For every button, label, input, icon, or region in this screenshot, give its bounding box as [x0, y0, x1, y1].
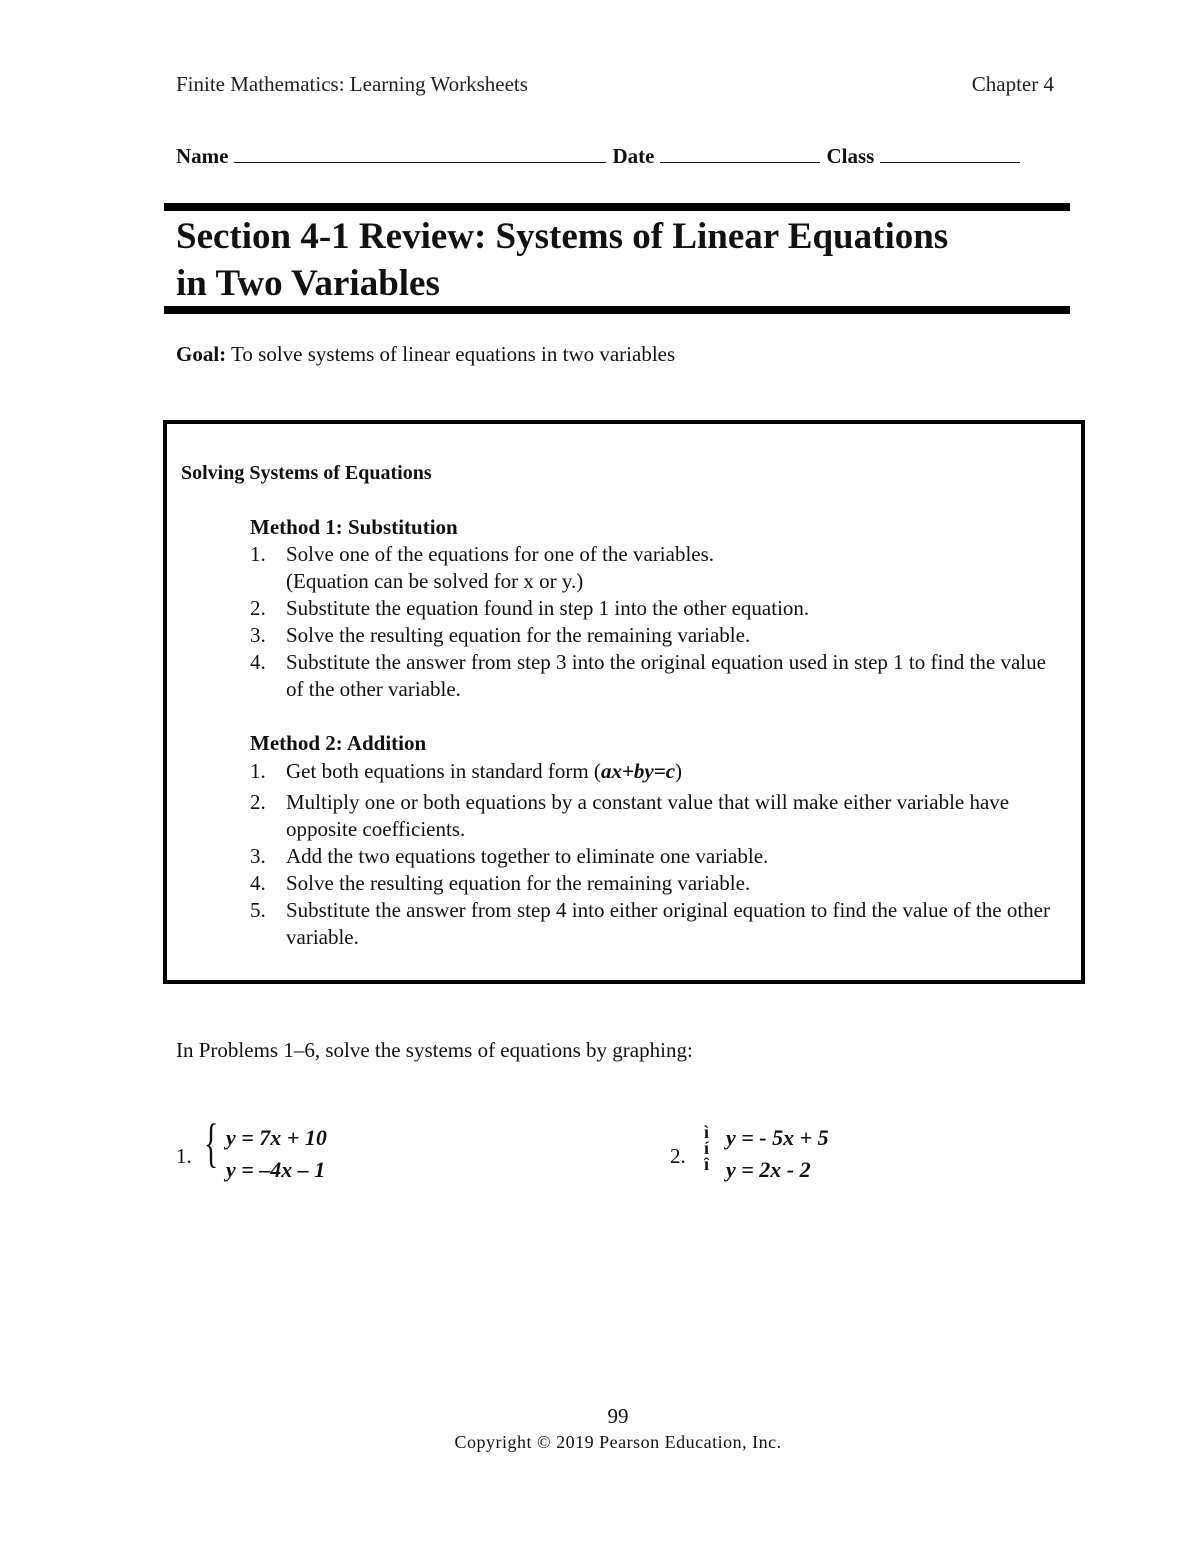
list-item: 5. Substitute the answer from step 4 into either original equation to find the value of the other variable.	[250, 898, 1050, 949]
goal-statement	[176, 342, 675, 367]
list-item: 3. Add the two equations together to eliminate one variable.	[250, 844, 769, 868]
method1-steps	[250, 541, 1060, 703]
name-blank[interactable]	[234, 142, 606, 163]
left-brace-icon: {	[204, 1113, 219, 1173]
problems-instructions: In Problems 1–6, solve the systems of equations by graphing:	[176, 1038, 693, 1062]
name-label: Name	[176, 144, 229, 168]
problem-2-system	[726, 1122, 829, 1186]
problem-1-number: 1.	[176, 1144, 192, 1168]
method2-heading: Method 2: Addition	[250, 731, 427, 755]
section-title-line2: in Two Variables	[176, 263, 440, 304]
goal-label: Goal:	[176, 342, 227, 366]
title-rule-bottom	[164, 306, 1070, 314]
problem-2-equation-1: y = - 5x + 5	[726, 1125, 829, 1150]
class-blank[interactable]	[880, 142, 1020, 163]
standard-form-equation: ax+by=c	[600, 759, 676, 783]
method1-heading: Method 1: Substitution	[250, 515, 458, 539]
header-chapter: Chapter 4	[971, 72, 1054, 96]
list-item: 4. Solve the resulting equation for the remaining variable.	[250, 871, 751, 895]
list-item: 2. Substitute the equation found in step 1 into the other equation.	[250, 596, 810, 620]
header-title: Finite Mathematics: Learning Worksheets	[176, 72, 528, 96]
standard-form-suffix: )	[675, 759, 683, 783]
standard-form-prefix: Get both equations in standard form (	[286, 759, 601, 783]
problem-1-equation-2: y = –4x – 1	[226, 1157, 326, 1182]
section-title-line1: Section 4-1 Review: Systems of Linear Equations	[176, 216, 949, 257]
list-item: 1. Get both equations in standard form (ax+by=c)	[250, 759, 683, 783]
date-label: Date	[612, 144, 655, 168]
class-label: Class	[826, 144, 875, 168]
title-rule-top	[164, 203, 1070, 211]
problem-2-number: 2.	[670, 1144, 686, 1168]
date-blank[interactable]	[660, 142, 820, 163]
list-item: 3. Solve the resulting equation for the remaining variable.	[250, 623, 751, 647]
student-info-row	[176, 142, 1056, 169]
problem-1-system	[226, 1122, 327, 1186]
problem-1-equation-1: y = 7x + 10	[226, 1125, 327, 1150]
box-title: Solving Systems of Equations	[181, 462, 432, 484]
list-item: 1. Solve one of the equations for one of the variables.	[250, 542, 715, 566]
left-brace-icon: ì í î	[704, 1122, 710, 1174]
goal-text: To solve systems of linear equations in two variables	[231, 342, 676, 366]
copyright-notice: Copyright © 2019 Pearson Education, Inc.	[454, 1432, 782, 1452]
page-number: 99	[607, 1404, 629, 1428]
method2-steps	[250, 758, 1060, 951]
list-item: (Equation can be solved for x or y.)	[286, 569, 584, 593]
section-title	[176, 213, 1066, 307]
problem-2-equation-2: y = 2x - 2	[726, 1157, 811, 1182]
list-item: 2. Multiply one or both equations by a constant value that will make either variable have opposite coefficients.	[250, 790, 1010, 841]
list-item: 4. Substitute the answer from step 3 into the original equation used in step 1 to find the value of the other variable.	[250, 650, 1046, 701]
